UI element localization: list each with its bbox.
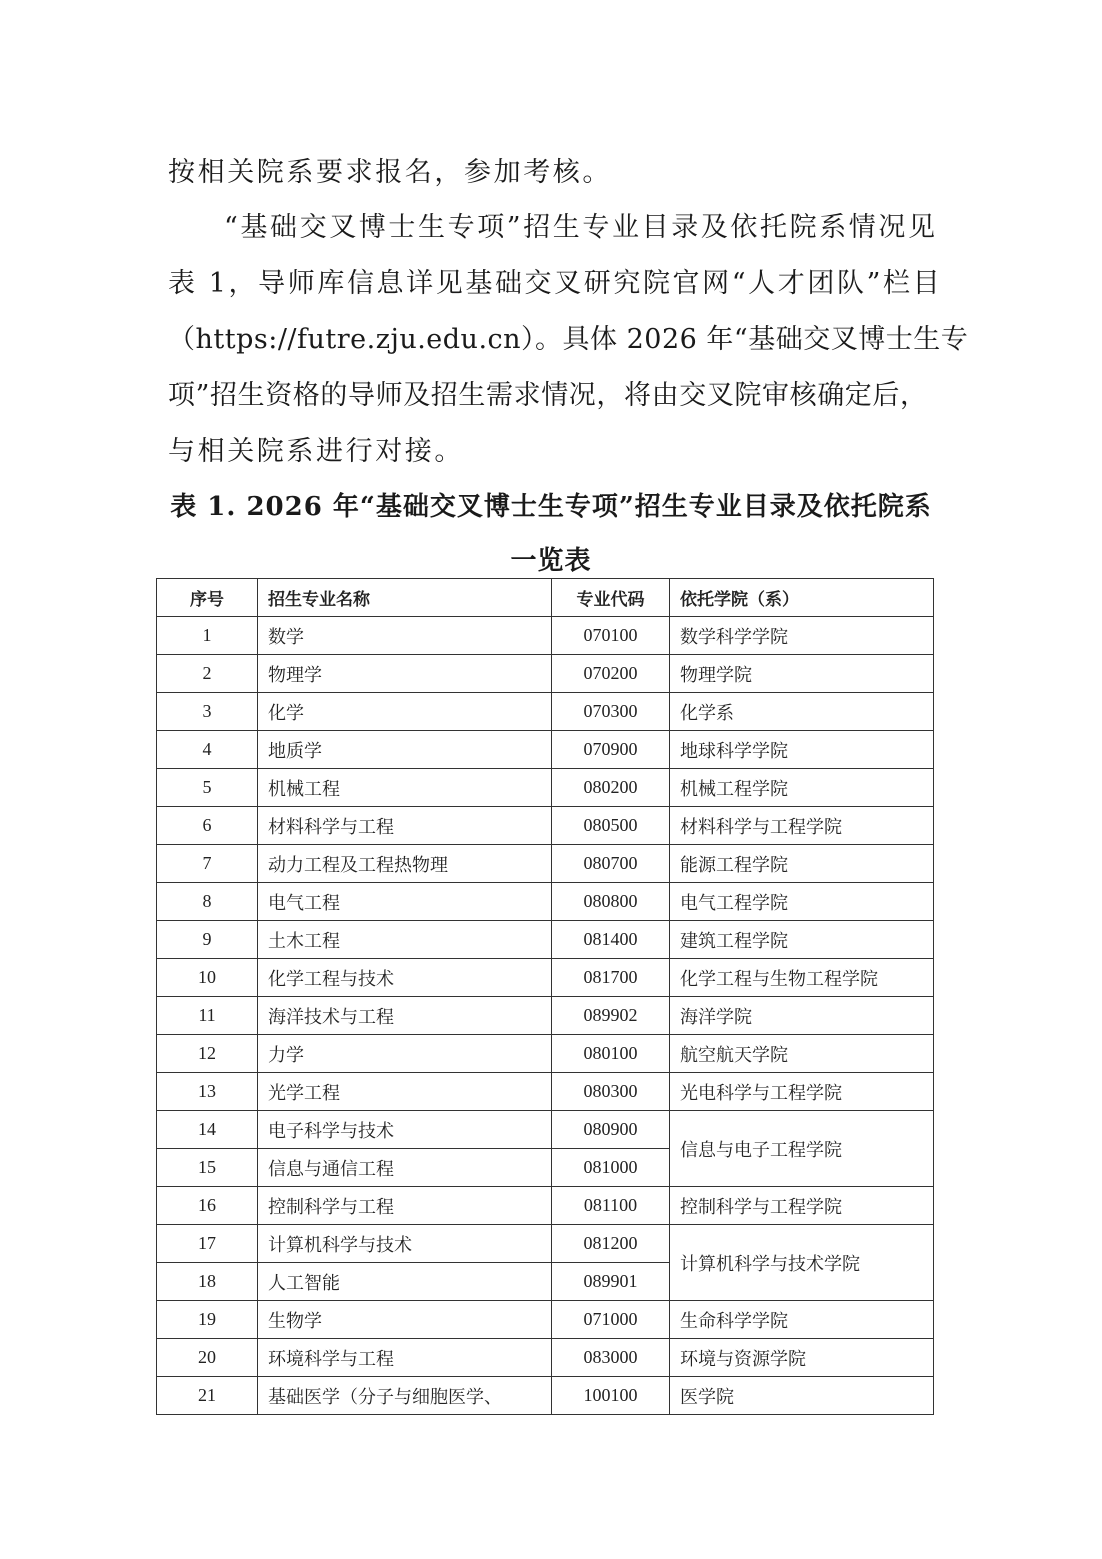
cell-name: 动力工程及工程热物理 xyxy=(258,845,552,883)
cell-dept: 海洋学院 xyxy=(670,997,934,1035)
cell-dept: 化学系 xyxy=(670,693,934,731)
cell-no: 4 xyxy=(157,731,258,769)
cell-name: 数学 xyxy=(258,617,552,655)
cell-name: 机械工程 xyxy=(258,769,552,807)
text-line: “基础交叉博士生专项”招生专业目录及依托院系情况见 xyxy=(224,212,938,243)
cell-code: 081000 xyxy=(552,1149,670,1187)
cell-name: 地质学 xyxy=(258,731,552,769)
cell-no: 3 xyxy=(157,693,258,731)
header-code: 专业代码 xyxy=(552,579,670,617)
cell-code: 080100 xyxy=(552,1035,670,1073)
cell-code: 089902 xyxy=(552,997,670,1035)
cell-code: 080300 xyxy=(552,1073,670,1111)
cell-no: 12 xyxy=(157,1035,258,1073)
table-row xyxy=(157,1225,934,1263)
table-row xyxy=(157,921,934,959)
text-line: 表 1，导师库信息详见基础交叉研究院官网“人才团队”栏目 xyxy=(168,268,943,299)
cell-dept: 能源工程学院 xyxy=(670,845,934,883)
cell-no: 19 xyxy=(157,1301,258,1339)
table-row xyxy=(157,1073,934,1111)
cell-code: 080800 xyxy=(552,883,670,921)
table-row xyxy=(157,1301,934,1339)
header-no: 序号 xyxy=(157,579,258,617)
table-row xyxy=(157,617,934,655)
table-row xyxy=(157,655,934,693)
table-row xyxy=(157,997,934,1035)
cell-code: 080200 xyxy=(552,769,670,807)
cell-name: 计算机科学与技术 xyxy=(258,1225,552,1263)
cell-dept: 医学院 xyxy=(670,1377,934,1415)
cell-dept: 环境与资源学院 xyxy=(670,1339,934,1377)
cell-no: 5 xyxy=(157,769,258,807)
cell-no: 15 xyxy=(157,1149,258,1187)
cell-code: 083000 xyxy=(552,1339,670,1377)
table-header-row xyxy=(157,579,934,617)
cell-code: 081100 xyxy=(552,1187,670,1225)
cell-no: 16 xyxy=(157,1187,258,1225)
cell-no: 8 xyxy=(157,883,258,921)
table-row xyxy=(157,769,934,807)
text-line: 项”招生资格的导师及招生需求情况，将由交叉院审核确定后， xyxy=(168,380,928,411)
cell-name: 环境科学与工程 xyxy=(258,1339,552,1377)
cell-no: 17 xyxy=(157,1225,258,1263)
table-row xyxy=(157,959,934,997)
table-row xyxy=(157,1187,934,1225)
cell-no: 13 xyxy=(157,1073,258,1111)
cell-dept: 机械工程学院 xyxy=(670,769,934,807)
cell-name: 海洋技术与工程 xyxy=(258,997,552,1035)
header-name: 招生专业名称 xyxy=(258,579,552,617)
cell-name: 力学 xyxy=(258,1035,552,1073)
cell-dept: 计算机科学与技术学院 xyxy=(670,1225,934,1301)
header-dept: 依托学院（系） xyxy=(670,579,934,617)
cell-name: 材料科学与工程 xyxy=(258,807,552,845)
cell-name: 信息与通信工程 xyxy=(258,1149,552,1187)
table-row xyxy=(157,1111,934,1149)
cell-name: 物理学 xyxy=(258,655,552,693)
cell-name: 化学工程与技术 xyxy=(258,959,552,997)
cell-dept: 数学科学学院 xyxy=(670,617,934,655)
table-body xyxy=(157,617,934,1415)
cell-name: 人工智能 xyxy=(258,1263,552,1301)
cell-code: 081200 xyxy=(552,1225,670,1263)
cell-dept: 电气工程学院 xyxy=(670,883,934,921)
cell-dept: 信息与电子工程学院 xyxy=(670,1111,934,1187)
cell-name: 光学工程 xyxy=(258,1073,552,1111)
cell-code: 081400 xyxy=(552,921,670,959)
table-row xyxy=(157,693,934,731)
cell-no: 20 xyxy=(157,1339,258,1377)
cell-no: 9 xyxy=(157,921,258,959)
cell-code: 070100 xyxy=(552,617,670,655)
cell-code: 080700 xyxy=(552,845,670,883)
cell-code: 071000 xyxy=(552,1301,670,1339)
cell-no: 6 xyxy=(157,807,258,845)
cell-code: 070300 xyxy=(552,693,670,731)
table-title: 表 1. 2026 年“基础交叉博士生专项”招生专业目录及依托院系 xyxy=(170,492,932,522)
cell-no: 2 xyxy=(157,655,258,693)
cell-dept: 物理学院 xyxy=(670,655,934,693)
cell-code: 080900 xyxy=(552,1111,670,1149)
cell-no: 14 xyxy=(157,1111,258,1149)
cell-no: 7 xyxy=(157,845,258,883)
cell-name: 电气工程 xyxy=(258,883,552,921)
body-text xyxy=(168,150,969,470)
major-table xyxy=(156,578,934,1415)
text-line: （https://futre.zju.edu.cn）。具体 2026 年“基础交叉博士生专 xyxy=(168,324,969,355)
cell-dept: 控制科学与工程学院 xyxy=(670,1187,934,1225)
cell-code: 070900 xyxy=(552,731,670,769)
cell-code: 080500 xyxy=(552,807,670,845)
cell-name: 基础医学（分子与细胞医学、 xyxy=(258,1377,552,1415)
cell-name: 电子科学与技术 xyxy=(258,1111,552,1149)
cell-name: 生物学 xyxy=(258,1301,552,1339)
cell-code: 100100 xyxy=(552,1377,670,1415)
table-title-line2: 一览表 xyxy=(510,546,592,576)
cell-code: 070200 xyxy=(552,655,670,693)
text-line: 与相关院系进行对接。 xyxy=(168,436,464,467)
cell-dept: 地球科学学院 xyxy=(670,731,934,769)
cell-code: 089901 xyxy=(552,1263,670,1301)
table-row xyxy=(157,1377,934,1415)
table-row xyxy=(157,845,934,883)
table-row xyxy=(157,883,934,921)
cell-dept: 化学工程与生物工程学院 xyxy=(670,959,934,997)
text-line: 按相关院系要求报名，参加考核。 xyxy=(168,157,612,188)
table-row xyxy=(157,807,934,845)
cell-no: 11 xyxy=(157,997,258,1035)
table-row xyxy=(157,1339,934,1377)
cell-name: 土木工程 xyxy=(258,921,552,959)
cell-no: 1 xyxy=(157,617,258,655)
cell-no: 18 xyxy=(157,1263,258,1301)
cell-dept: 光电科学与工程学院 xyxy=(670,1073,934,1111)
table-row xyxy=(157,1035,934,1073)
cell-dept: 生命科学学院 xyxy=(670,1301,934,1339)
cell-no: 10 xyxy=(157,959,258,997)
cell-code: 081700 xyxy=(552,959,670,997)
cell-dept: 航空航天学院 xyxy=(670,1035,934,1073)
cell-dept: 建筑工程学院 xyxy=(670,921,934,959)
cell-name: 控制科学与工程 xyxy=(258,1187,552,1225)
cell-no: 21 xyxy=(157,1377,258,1415)
table-row xyxy=(157,731,934,769)
cell-dept: 材料科学与工程学院 xyxy=(670,807,934,845)
cell-name: 化学 xyxy=(258,693,552,731)
